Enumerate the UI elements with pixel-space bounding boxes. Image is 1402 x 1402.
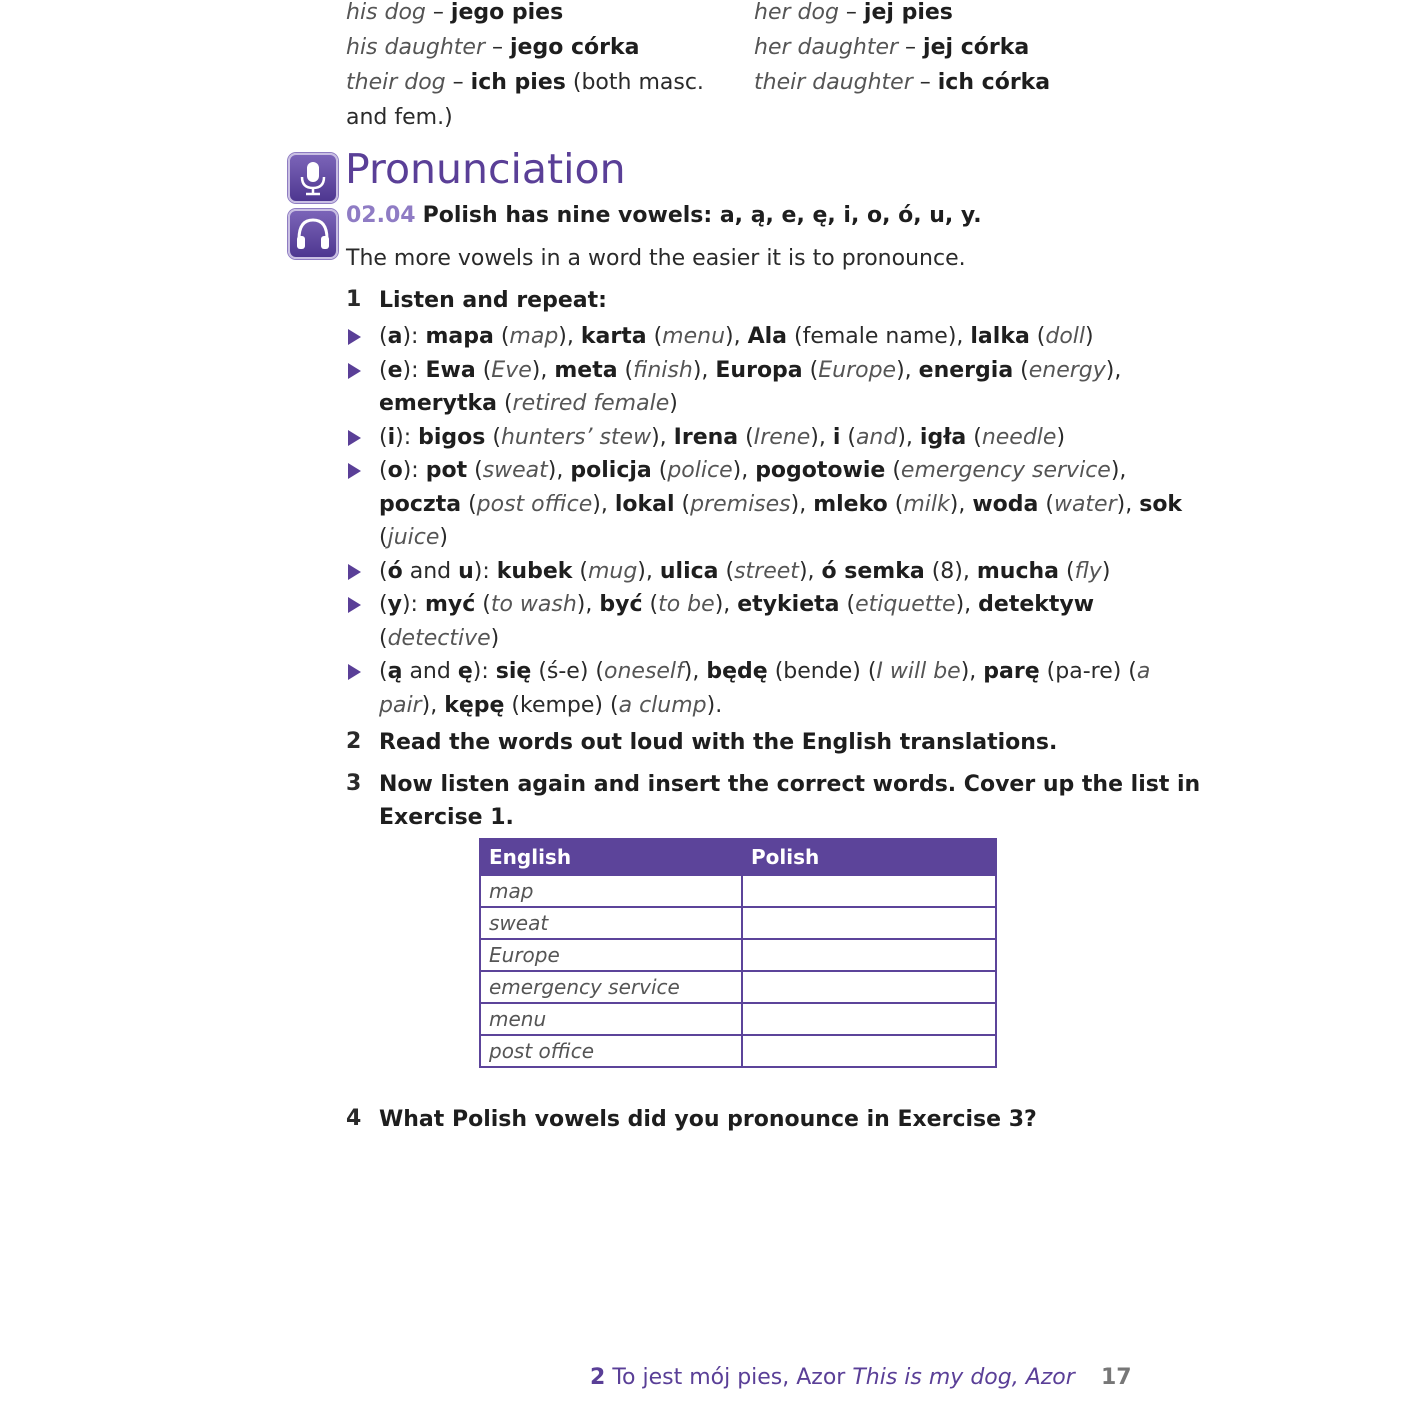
translation: oneself <box>604 659 684 684</box>
translation: post office <box>476 491 593 517</box>
text-fragment: and <box>402 659 458 684</box>
polish-word: kubek <box>496 558 573 584</box>
text-fragment: ( <box>1013 357 1029 383</box>
translation: Eve <box>491 357 532 383</box>
exercise-1-title: Listen and repeat: <box>379 288 607 313</box>
text-fragment: ( <box>379 357 388 383</box>
text-fragment: ), <box>576 592 600 617</box>
page-number: 17 <box>1101 1365 1132 1390</box>
text-fragment: ), <box>1116 491 1140 517</box>
column-header-english: English <box>480 839 742 875</box>
track-number: 02.04 <box>346 203 416 228</box>
translation: finish <box>633 357 693 383</box>
text-fragment: and <box>402 558 459 584</box>
text-fragment: ): <box>473 558 497 584</box>
column-header-polish: Polish <box>742 839 996 875</box>
text-fragment: (pa-re) ( <box>1039 659 1137 684</box>
text-fragment: ) <box>490 625 500 651</box>
chapter-title-english: This is my dog, Azor <box>852 1365 1075 1390</box>
text-fragment: ), <box>955 592 979 617</box>
polish-word: poczta <box>379 491 462 517</box>
text-fragment: ): <box>401 592 425 617</box>
exercise-number: 3 <box>346 771 362 796</box>
bullet-line <box>379 421 1065 454</box>
bullet-line <box>379 387 678 420</box>
english-phrase: his daughter <box>346 35 486 60</box>
running-footer <box>590 1365 1075 1390</box>
translation: hunters’ stew <box>500 424 652 450</box>
translation: juice <box>387 525 440 550</box>
text-fragment: ) <box>669 391 678 416</box>
section-heading: Pronunciation <box>345 145 626 193</box>
text-fragment: ), <box>1110 458 1127 483</box>
text-fragment: ( <box>1059 558 1075 584</box>
text-fragment: ( <box>379 458 388 483</box>
translation: energy <box>1028 357 1106 383</box>
translation: police <box>667 458 733 483</box>
text-fragment: ( <box>572 558 588 584</box>
text-fragment: ( <box>642 592 659 617</box>
text-fragment: ( <box>379 592 388 617</box>
pair-row: their dog – ich pies (both masc. <box>346 70 704 95</box>
headphones-icon <box>288 209 338 259</box>
text-fragment: ( <box>379 659 388 684</box>
translation: to be <box>658 592 715 617</box>
polish-word: Irena <box>673 424 739 450</box>
text-fragment: ( <box>379 424 388 450</box>
polish-word: detektyw <box>978 592 1095 617</box>
exercise-number: 1 <box>346 287 362 312</box>
text-fragment: ): <box>402 324 426 349</box>
polish-word: myć <box>424 592 476 617</box>
text-fragment: ( <box>839 592 856 617</box>
bullet-line <box>379 588 1094 621</box>
polish-word: Ewa <box>425 357 476 383</box>
table-row <box>480 1035 996 1067</box>
text-fragment: ), <box>732 458 756 483</box>
translation: water <box>1053 491 1117 517</box>
polish-answer-cell[interactable] <box>742 971 996 1003</box>
text-fragment: ( <box>485 424 501 450</box>
text-fragment: ( <box>475 357 492 383</box>
translation: sweat <box>482 458 548 483</box>
polish-word: i <box>387 424 396 450</box>
polish-word: mleko <box>813 491 888 517</box>
polish-word: u <box>458 558 474 584</box>
text-fragment: ) <box>1056 424 1066 450</box>
english-phrase: her dog <box>754 0 839 25</box>
text-fragment: ), <box>531 357 555 383</box>
note-continuation: and fem.) <box>346 105 453 130</box>
text-fragment: ), <box>683 659 707 684</box>
translation: menu <box>662 324 726 349</box>
text-fragment: ): <box>402 458 426 483</box>
table-row <box>480 907 996 939</box>
translation: I will be <box>876 659 961 684</box>
text-fragment: ( <box>496 391 513 416</box>
polish-word: pot <box>425 458 468 483</box>
translation: milk <box>903 491 950 517</box>
polish-word: ó <box>387 558 403 584</box>
text-fragment: ), <box>1105 357 1122 383</box>
translation: Europe <box>818 357 897 383</box>
polish-word: ą <box>387 659 403 684</box>
pair-row: his daughter – jego córka <box>346 35 640 60</box>
text-fragment: ), <box>651 424 674 450</box>
translation: a clump <box>618 692 707 718</box>
text-fragment: ), <box>592 491 615 517</box>
exercise-number: 4 <box>346 1106 362 1131</box>
table-row <box>480 939 996 971</box>
polish-word: pogotowie <box>755 458 886 483</box>
exercise-4-text: What Polish vowels did you pronounce in Exercise 3? <box>379 1107 1037 1132</box>
polish-word: być <box>599 592 643 617</box>
pair-row: their daughter – ich córka <box>754 70 1051 95</box>
english-cell: menu <box>480 1003 742 1035</box>
microphone-icon <box>288 153 338 203</box>
polish-phrase: ich pies <box>470 70 566 95</box>
text-fragment: ) <box>1101 558 1111 584</box>
table-row <box>480 971 996 1003</box>
text-fragment: ), <box>725 324 748 349</box>
bullet-arrow-icon <box>348 430 361 446</box>
text-fragment: ( <box>887 491 904 517</box>
polish-word: energia <box>918 357 1014 383</box>
translation: retired female <box>512 391 670 416</box>
bullet-arrow-icon <box>348 564 361 580</box>
intro-line <box>346 203 982 228</box>
bullet-line <box>379 655 1150 688</box>
text-fragment: ), <box>714 592 738 617</box>
translation: detective <box>387 625 491 651</box>
translation: needle <box>981 424 1057 450</box>
bullet-arrow-icon <box>348 597 361 613</box>
english-phrase: their dog <box>346 70 446 95</box>
pair-row: her dog – jej pies <box>754 0 953 25</box>
table-row <box>480 1003 996 1035</box>
intro-bold: Polish has nine vowels: a, ą, e, ę, i, o, ó, u, y. <box>422 203 982 228</box>
polish-word: ę <box>457 659 473 684</box>
polish-answer-cell[interactable] <box>742 1003 996 1035</box>
bullet-line <box>379 454 1126 487</box>
polish-word: mapa <box>425 324 494 349</box>
polish-phrase: ich córka <box>937 70 1051 95</box>
polish-word: o <box>387 458 403 483</box>
english-phrase: his dog <box>346 0 426 25</box>
translation: fly <box>1074 558 1102 584</box>
text-fragment: ( <box>651 458 668 483</box>
text-fragment: ) <box>1085 324 1094 349</box>
polish-word: ulica <box>659 558 719 584</box>
text-fragment: ): <box>402 357 426 383</box>
polish-answer-cell[interactable] <box>742 875 996 907</box>
text-fragment: (kempe) ( <box>504 692 619 718</box>
table-row <box>480 875 996 907</box>
polish-word: Europa <box>715 357 803 383</box>
polish-word: się <box>495 659 532 684</box>
english-phrase: her daughter <box>754 35 899 60</box>
text-fragment: ). <box>706 692 723 718</box>
text-fragment: ), <box>896 357 919 383</box>
text-fragment: ( <box>718 558 735 584</box>
polish-word: etykieta <box>737 592 840 617</box>
text-fragment: (female name), <box>787 324 971 349</box>
text-fragment: ( <box>379 525 388 550</box>
table-header-row <box>480 839 996 875</box>
pair-row: her daughter – jej córka <box>754 35 1030 60</box>
bullet-arrow-icon <box>348 664 361 680</box>
english-cell: post office <box>480 1035 742 1067</box>
text-fragment: ( <box>379 625 388 651</box>
polish-word: ó semka <box>821 558 925 584</box>
exercise-3-text: Now listen again and insert the correct words. Cover up the list in Exercise 1. <box>379 772 1201 830</box>
bullet-line <box>379 689 722 722</box>
translation: street <box>734 558 799 584</box>
text-fragment: ( <box>1029 324 1046 349</box>
text-fragment: ( <box>1038 491 1054 517</box>
polish-phrase: jej pies <box>863 0 953 25</box>
polish-word: lokal <box>614 491 675 517</box>
text-fragment: ), <box>547 458 571 483</box>
bullet-line <box>379 354 1121 387</box>
text-fragment: ( <box>674 491 691 517</box>
polish-word: emerytka <box>379 391 497 416</box>
note: (both masc. <box>565 70 704 95</box>
bullet-line <box>379 622 499 655</box>
text-fragment: (bende) ( <box>767 659 877 684</box>
polish-word: sok <box>1139 491 1183 517</box>
polish-word: y <box>387 592 402 617</box>
text-fragment: ( <box>646 324 663 349</box>
translation: and <box>855 424 898 450</box>
text-fragment: ( <box>802 357 819 383</box>
polish-answer-cell[interactable] <box>742 939 996 971</box>
polish-word: kępę <box>444 692 505 718</box>
polish-word: meta <box>554 357 618 383</box>
text-fragment: ( <box>493 324 510 349</box>
polish-answer-cell[interactable] <box>742 907 996 939</box>
polish-word: policja <box>570 458 652 483</box>
exercise-number: 2 <box>346 729 362 754</box>
text-fragment: ), <box>810 424 833 450</box>
bullet-line <box>379 488 1182 521</box>
polish-word: a <box>387 324 403 349</box>
polish-word: bigos <box>418 424 486 450</box>
english-cell: emergency service <box>480 971 742 1003</box>
english-cell: sweat <box>480 907 742 939</box>
english-phrase: their daughter <box>754 70 913 95</box>
text-fragment: (8), <box>924 558 977 584</box>
polish-word: woda <box>972 491 1039 517</box>
text-fragment: ), <box>637 558 660 584</box>
text-fragment: ( <box>966 424 982 450</box>
text-fragment: ( <box>840 424 856 450</box>
bullet-line <box>379 555 1110 588</box>
bullet-line <box>379 320 1094 353</box>
polish-phrase: jej córka <box>923 35 1030 60</box>
polish-word: e <box>387 357 403 383</box>
text-fragment: ( <box>617 357 634 383</box>
translation: doll <box>1045 324 1086 349</box>
vocabulary-table <box>479 838 997 1068</box>
polish-word: będę <box>706 659 768 684</box>
polish-word: parę <box>983 659 1040 684</box>
bullet-line <box>379 521 448 554</box>
polish-word: igła <box>919 424 967 450</box>
text-fragment: ( <box>461 491 477 517</box>
text-fragment: ): <box>472 659 496 684</box>
translation: emergency service <box>900 458 1111 483</box>
text-fragment: ), <box>897 424 920 450</box>
translation: pair <box>379 692 422 718</box>
pair-row: his dog – jego pies <box>346 0 564 25</box>
text-fragment: ( <box>885 458 901 483</box>
translation: premises <box>690 491 791 517</box>
translation: a <box>1136 659 1151 684</box>
polish-phrase: jego córka <box>510 35 640 60</box>
text-fragment: ), <box>798 558 822 584</box>
text-fragment: ), <box>692 357 716 383</box>
text-fragment: ) <box>439 525 448 550</box>
polish-answer-cell[interactable] <box>742 1035 996 1067</box>
chapter-number: 2 <box>590 1365 606 1390</box>
chapter-title-polish: To jest mój pies, Azor <box>612 1365 846 1390</box>
text-fragment: ), <box>558 324 581 349</box>
possessives-right <box>754 0 1050 100</box>
text-fragment: ), <box>949 491 973 517</box>
polish-word: mucha <box>976 558 1060 584</box>
translation: map <box>509 324 559 349</box>
bullet-arrow-icon <box>348 329 361 345</box>
text-fragment: ( <box>379 324 388 349</box>
text-fragment: (ś-e) ( <box>531 659 604 684</box>
possessives-left <box>346 0 704 135</box>
exercise-2-text: Read the words out loud with the English translations. <box>379 730 1058 755</box>
text-fragment: ( <box>475 592 491 617</box>
text-fragment: ( <box>738 424 754 450</box>
text-fragment: ), <box>421 692 445 718</box>
polish-word: lalka <box>970 324 1030 349</box>
polish-word: karta <box>580 324 647 349</box>
english-cell: map <box>480 875 742 907</box>
translation: etiquette <box>855 592 956 617</box>
polish-phrase: jego pies <box>450 0 564 25</box>
bullet-arrow-icon <box>348 363 361 379</box>
text-fragment: ( <box>467 458 483 483</box>
polish-word: i <box>832 424 841 450</box>
text-fragment: ), <box>790 491 814 517</box>
translation: to wash <box>490 592 577 617</box>
text-fragment: ), <box>960 659 984 684</box>
text-fragment: ): <box>395 424 419 450</box>
intro-text: The more vowels in a word the easier it is to pronounce. <box>346 246 966 271</box>
translation: Irene <box>753 424 811 450</box>
text-fragment: ( <box>379 558 388 584</box>
bullet-arrow-icon <box>348 463 361 479</box>
translation: mug <box>587 558 638 584</box>
polish-word: Ala <box>747 324 788 349</box>
english-cell: Europe <box>480 939 742 971</box>
